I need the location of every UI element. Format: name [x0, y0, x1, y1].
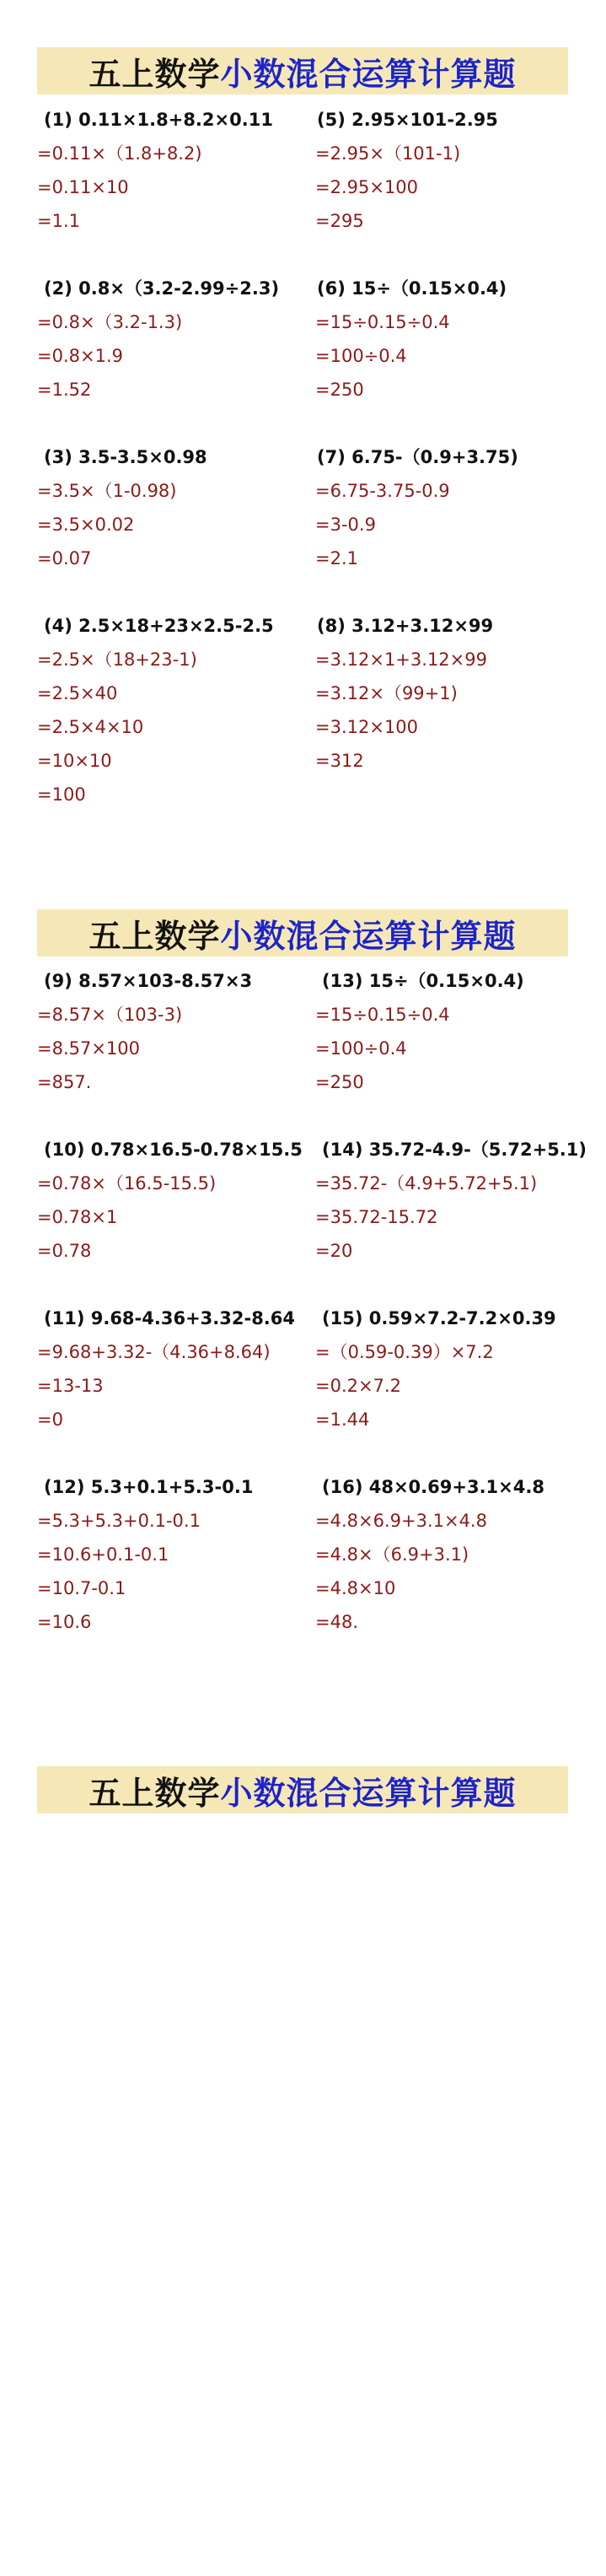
solution-step: =35.72-（4.9+5.72+5.1)	[315, 1173, 538, 1194]
solution-step: =0.11×10	[37, 177, 129, 197]
solution-step: =2.1	[315, 548, 358, 569]
solution-step: =5.3+5.3+0.1-0.1	[37, 1511, 201, 1531]
problem-question: (1) 0.11×1.8+8.2×0.11	[44, 110, 273, 130]
problem-question: (6) 15÷（0.15×0.4)	[317, 278, 507, 299]
problem-question: (12) 5.3+0.1+5.3-0.1	[44, 1477, 254, 1497]
solution-step: =2.5×（18+23-1)	[37, 649, 197, 670]
solution-step: =15÷0.15÷0.4	[315, 1005, 450, 1025]
worksheet-banner	[37, 47, 568, 94]
solution-step: =15÷0.15÷0.4	[315, 312, 450, 332]
solution-step: =0.11×（1.8+8.2)	[37, 143, 202, 164]
solution-step: =0.8×1.9	[37, 346, 123, 366]
solution-step: =6.75-3.75-0.9	[315, 481, 450, 501]
solution-step: =0.2×7.2	[315, 1376, 401, 1396]
solution-step: =4.8×6.9+3.1×4.8	[315, 1511, 487, 1531]
solution-step: =0.78×（16.5-15.5)	[37, 1173, 217, 1194]
problem-question: (13) 15÷（0.15×0.4)	[322, 971, 524, 991]
problem-question: (2) 0.8×（3.2-2.99÷2.3)	[44, 278, 280, 299]
solution-step: =100÷0.4	[315, 1038, 407, 1059]
solution-step: =3.5×（1-0.98)	[37, 481, 177, 501]
solution-step: =10×10	[37, 751, 112, 771]
problem-4	[37, 609, 324, 811]
solution-step: =0.07	[37, 548, 92, 569]
solution-step: =100÷0.4	[315, 346, 407, 366]
problem-5	[315, 103, 602, 238]
problem-7	[315, 440, 602, 575]
solution-step: =3.12×100	[315, 717, 419, 737]
problem-question: (5) 2.95×101-2.95	[317, 110, 498, 130]
problem-11	[37, 1301, 324, 1436]
problem-question: (10) 0.78×16.5-0.78×15.5	[44, 1140, 303, 1160]
solution-step: =3.12×（99+1)	[315, 683, 458, 703]
problem-1	[37, 103, 324, 238]
worksheet-banner	[37, 909, 568, 957]
solution-step: =100	[37, 784, 86, 805]
problem-question: (9) 8.57×103-8.57×3	[44, 971, 253, 991]
problem-15	[315, 1301, 602, 1436]
banner-title-part2: 小数混合运算计算题	[220, 917, 517, 955]
solution-step: =3-0.9	[315, 515, 376, 535]
banner-title-part1: 五上数学	[88, 1774, 221, 1812]
solution-step: =4.8×10	[315, 1578, 396, 1598]
problem-6	[315, 272, 602, 407]
solution-step: =2.95×（101-1)	[315, 143, 461, 164]
solution-step: =250	[315, 380, 364, 400]
solution-step: =857.	[37, 1072, 92, 1092]
solution-step: =3.5×0.02	[37, 515, 135, 535]
solution-step: =20	[315, 1241, 353, 1261]
solution-step: =8.57×100	[37, 1038, 141, 1059]
problem-9	[37, 964, 324, 1099]
solution-step: =312	[315, 751, 364, 771]
banner-title-part1: 五上数学	[88, 55, 221, 93]
solution-step: =2.5×4×10	[37, 717, 144, 737]
solution-step: =2.95×100	[315, 177, 419, 197]
problem-2	[37, 272, 324, 407]
problem-question: (8) 3.12+3.12×99	[317, 616, 494, 636]
solution-step: =10.7-0.1	[37, 1578, 126, 1598]
solution-step: =10.6	[37, 1612, 92, 1632]
solution-step: =2.5×40	[37, 683, 118, 703]
solution-step: =（0.59-0.39）×7.2	[315, 1342, 494, 1362]
problem-question: (7) 6.75-（0.9+3.75)	[317, 447, 518, 467]
solution-step: =13-13	[37, 1376, 104, 1396]
problem-13	[315, 964, 602, 1099]
problem-3	[37, 440, 324, 575]
problem-14	[315, 1133, 602, 1268]
problem-question: (15) 0.59×7.2-7.2×0.39	[322, 1308, 556, 1328]
solution-step: =3.12×1+3.12×99	[315, 649, 487, 670]
solution-step: =1.52	[37, 380, 92, 400]
solution-step: =1.44	[315, 1409, 370, 1430]
problem-8	[315, 609, 602, 778]
solution-step: =1.1	[37, 211, 80, 231]
problem-10	[37, 1133, 324, 1268]
problem-question: (14) 35.72-4.9-（5.72+5.1)	[322, 1140, 587, 1160]
banner-title-part2: 小数混合运算计算题	[220, 1774, 517, 1812]
worksheet-banner	[37, 1766, 568, 1813]
solution-step: =250	[315, 1072, 364, 1092]
solution-step: =295	[315, 211, 364, 231]
problem-question: (16) 48×0.69+3.1×4.8	[322, 1477, 544, 1497]
solution-step: =8.57×（103-3)	[37, 1005, 183, 1025]
solution-step: =10.6+0.1-0.1	[37, 1544, 169, 1565]
problem-question: (3) 3.5-3.5×0.98	[44, 447, 207, 467]
problem-question: (11) 9.68-4.36+3.32-8.64	[44, 1308, 296, 1328]
solution-step: =48.	[315, 1612, 358, 1632]
solution-step: =4.8×（6.9+3.1)	[315, 1544, 469, 1565]
problem-12	[37, 1470, 324, 1639]
solution-step: =0.78×1	[37, 1207, 118, 1227]
solution-step: =0	[37, 1409, 63, 1430]
solution-step: =0.78	[37, 1241, 92, 1261]
banner-title-part2: 小数混合运算计算题	[220, 55, 517, 93]
banner-title-part1: 五上数学	[88, 917, 221, 955]
solution-step: =0.8×（3.2-1.3)	[37, 312, 183, 332]
solution-step: =35.72-15.72	[315, 1207, 438, 1227]
solution-step: =9.68+3.32-（4.36+8.64)	[37, 1342, 271, 1362]
problem-16	[315, 1470, 602, 1639]
problem-question: (4) 2.5×18+23×2.5-2.5	[44, 616, 274, 636]
